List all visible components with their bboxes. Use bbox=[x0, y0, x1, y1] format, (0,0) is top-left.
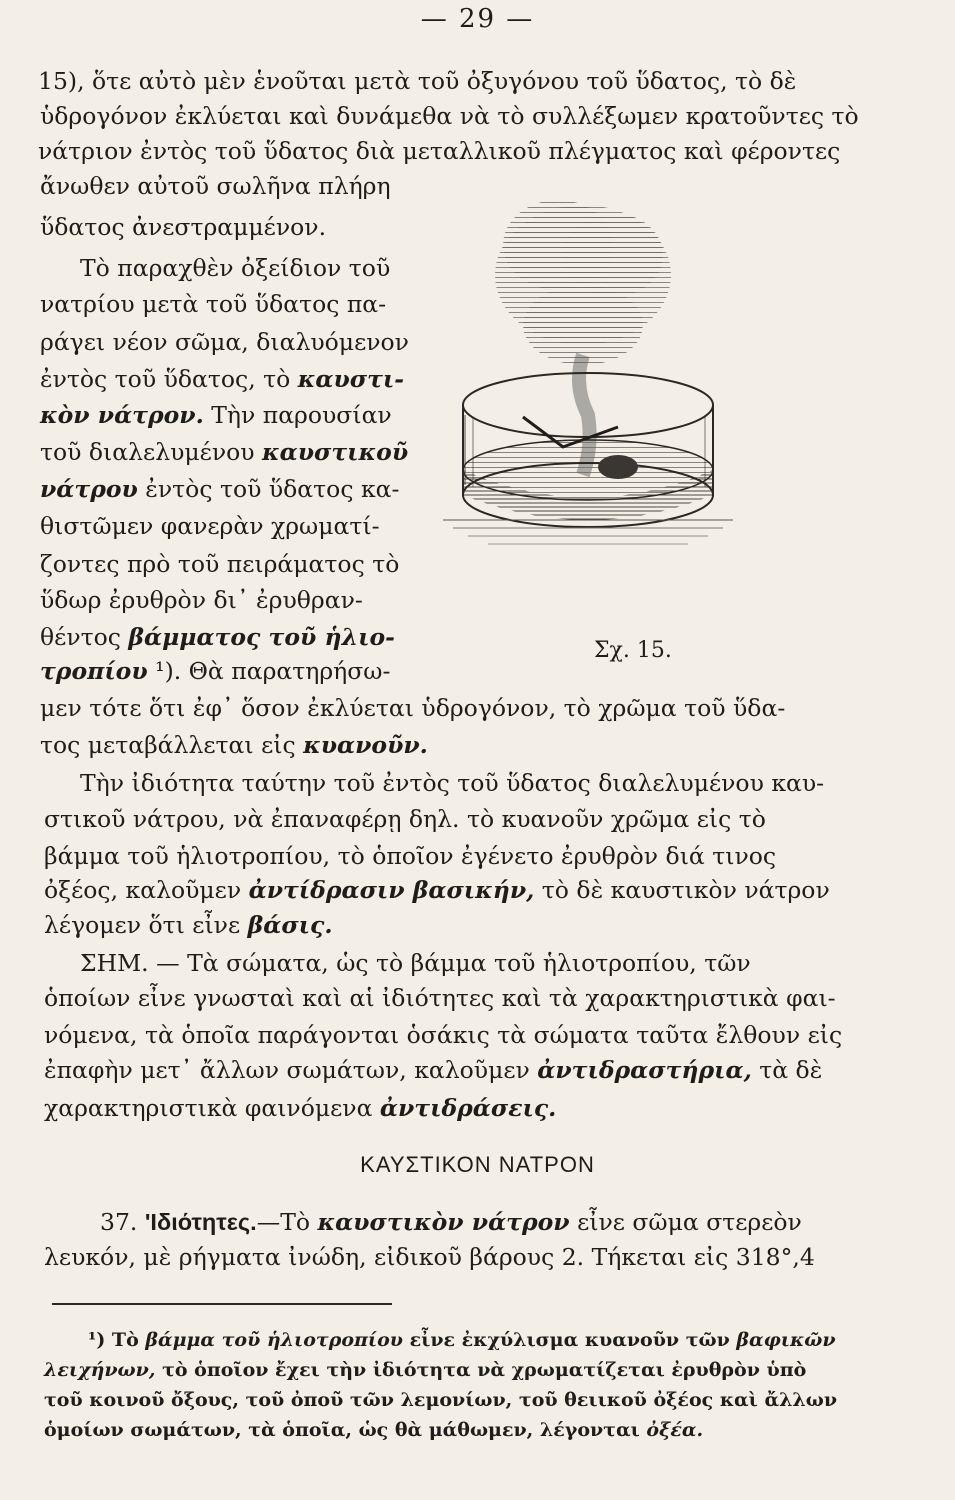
text-span: τὸ ὁποῖον ἔχει τὴν ἰδιότητα νὰ χρωματίζεται ἐρυθρὸν ὑπὸ bbox=[155, 1359, 807, 1381]
text-span: Τὴν παρουσίαν bbox=[203, 401, 392, 429]
text-span: ἄνωθεν αὐτοῦ σωλῆνα πλήρη bbox=[40, 172, 391, 200]
text-line bbox=[40, 437, 408, 467]
text-span: λέγομεν ὅτι εἶνε bbox=[44, 911, 248, 939]
text-line bbox=[80, 768, 824, 798]
text-span: ζοντες πρὸ τοῦ πειράματος τὸ bbox=[40, 550, 400, 578]
text-line bbox=[44, 804, 766, 834]
text-span: ἀντιδράσεις. bbox=[379, 1094, 557, 1122]
text-line bbox=[44, 1020, 842, 1050]
text-line bbox=[100, 1207, 802, 1237]
text-span: ὕδατος ἀνεστραμμένον. bbox=[40, 213, 327, 241]
text-span: θέντος bbox=[40, 623, 129, 651]
text-line bbox=[44, 983, 836, 1013]
text-line bbox=[44, 1055, 822, 1085]
text-span: ἀντιδραστήρια, bbox=[537, 1056, 752, 1084]
text-span: ὀξέος, καλοῦμεν bbox=[44, 876, 249, 904]
text-line bbox=[40, 212, 326, 242]
text-line bbox=[88, 1328, 836, 1352]
text-span: νάτρου bbox=[40, 475, 138, 503]
text-span: βάσις. bbox=[247, 911, 333, 939]
figure-sodium-in-water bbox=[443, 185, 733, 615]
text-line bbox=[40, 656, 390, 686]
text-span: στικοῦ νάτρου, νὰ ἐπαναφέρῃ δηλ. τὸ κυανοῦν χρῶμα εἰς τὸ bbox=[44, 805, 766, 833]
text-span: ὁμοίων σωμάτων, τὰ ὁποῖα, ὡς θὰ μάθωμεν, λέγονται bbox=[44, 1419, 647, 1441]
text-span: βάμματος τοῦ ἡλιο- bbox=[128, 623, 395, 651]
text-line bbox=[44, 1093, 556, 1123]
sodium-piece bbox=[598, 455, 638, 479]
text-span: τοῦ διαλελυμένου bbox=[40, 438, 263, 466]
text-span: λειχήνων, bbox=[44, 1359, 156, 1381]
text-span: ἐντὸς τοῦ ὕδατος κα- bbox=[137, 475, 400, 503]
text-line bbox=[40, 474, 399, 504]
text-span: 37. bbox=[100, 1208, 145, 1236]
text-span: νατρίου μετὰ τοῦ ὕδατος πα- bbox=[40, 290, 387, 318]
text-line bbox=[40, 171, 391, 201]
text-span: καυστικοῦ bbox=[262, 438, 409, 466]
text-span: ὀξέα. bbox=[646, 1419, 704, 1441]
text-line bbox=[38, 136, 840, 166]
text-span: βάμμα τοῦ ἡλιοτροπίου bbox=[145, 1329, 403, 1351]
text-span: βάμμα τοῦ ἡλιοτροπίου, τὸ ὁποῖον ἐγένετο ἐρυθρὸν διά τινος bbox=[44, 842, 777, 870]
text-line bbox=[44, 1358, 806, 1382]
text-span: ΣΗΜ. — Τὰ σώματα, ὡς τὸ βάμμα τοῦ ἡλιοτροπίου, τῶν bbox=[80, 949, 751, 977]
text-span: τοῦ κοινοῦ ὄξους, τοῦ ὀποῦ τῶν λεμονίων, τοῦ θειικοῦ ὀξέος καὶ ἄλλων bbox=[44, 1389, 838, 1411]
text-span: βαφικῶν bbox=[736, 1329, 836, 1351]
text-line bbox=[44, 1418, 703, 1442]
text-span: κὸν νάτρον. bbox=[40, 401, 204, 429]
text-line bbox=[40, 549, 399, 579]
text-span: καυστι- bbox=[297, 365, 405, 393]
text-line bbox=[40, 400, 392, 430]
text-span: θιστῶμεν φανερὰν χρωματί- bbox=[40, 512, 380, 540]
text-span: τὸ δὲ καυστικὸν νάτρον bbox=[534, 876, 830, 904]
text-span: νόμενα, τὰ ὁποῖα παράγονται ὁσάκις τὰ σώματα ταῦτα ἔλθουν εἰς bbox=[44, 1021, 843, 1049]
text-span: τὰ δὲ bbox=[751, 1056, 823, 1084]
text-span: εἶνε ἐκχύλισμα κυανοῦν τῶν bbox=[402, 1329, 737, 1351]
text-line bbox=[44, 1388, 837, 1412]
text-line bbox=[44, 1242, 815, 1272]
text-line bbox=[80, 948, 751, 978]
text-line bbox=[40, 622, 395, 652]
text-line bbox=[80, 253, 390, 283]
text-line bbox=[44, 875, 830, 905]
text-line bbox=[44, 910, 333, 940]
text-line bbox=[40, 511, 380, 541]
text-span: καυστικὸν νάτρον bbox=[317, 1208, 570, 1236]
text-span: Τὸ παραχθὲν ὀξείδιον τοῦ bbox=[80, 254, 391, 282]
text-span: Τὴν ἰδιότητα ταύτην τοῦ ἐντὸς τοῦ ὕδατος διαλελυμένου καυ- bbox=[80, 769, 825, 797]
text-span: κυανοῦν. bbox=[303, 731, 428, 759]
text-span: τος μεταβάλλεται εἰς bbox=[40, 731, 304, 759]
footnote-rule bbox=[52, 1303, 392, 1305]
text-span: ἐπαφὴν μετ᾿ ἄλλων σωμάτων, καλοῦμεν bbox=[44, 1056, 538, 1084]
text-line bbox=[40, 101, 859, 131]
text-line bbox=[40, 693, 785, 723]
table-surface bbox=[443, 520, 733, 544]
text-span: μεν τότε ὅτι ἐφ᾿ ὅσον ἐκλύεται ὑδρογόνον, τὸ χρῶμα τοῦ ὕδα- bbox=[40, 694, 786, 722]
text-line bbox=[40, 289, 386, 319]
text-span: —Τὸ bbox=[256, 1208, 318, 1236]
text-span: εἶνε σῶμα στερεὸν bbox=[569, 1208, 802, 1236]
text-line bbox=[40, 585, 363, 615]
text-span: 'Ιδιότητες. bbox=[144, 1209, 257, 1235]
text-span: τροπίου bbox=[40, 657, 148, 685]
text-span: ὁποίων εἶνε γνωσταὶ καὶ αἱ ἰδιότητες καὶ τὰ χαρακτηριστικὰ φαι- bbox=[44, 984, 836, 1012]
text-span: 15), ὅτε αὐτὸ μὲν ἑνοῦται μετὰ τοῦ ὀξυγόνου τοῦ ὕδατος, τὸ δὲ bbox=[38, 67, 797, 95]
page-number: — 29 — bbox=[420, 4, 535, 34]
text-span: ράγει νέον σῶμα, διαλυόμενον bbox=[40, 328, 409, 356]
text-span: ¹). Θὰ παρατηρήσω- bbox=[147, 657, 391, 685]
section-title: ΚΑΥΣΤΙΚΟΝ ΝΑΤΡΟΝ bbox=[360, 1152, 595, 1177]
figure-caption: Σχ. 15. bbox=[594, 638, 672, 663]
text-span: χαρακτηριστικὰ φαινόμενα bbox=[44, 1094, 380, 1122]
text-span: ¹) Τὸ bbox=[88, 1329, 146, 1351]
text-line bbox=[44, 841, 776, 871]
text-line bbox=[38, 66, 796, 96]
text-span: ἀντίδρασιν βασικήν, bbox=[248, 876, 535, 904]
text-line bbox=[40, 730, 428, 760]
text-line bbox=[40, 327, 409, 357]
text-span: ἐντὸς τοῦ ὕδατος, τὸ bbox=[40, 365, 298, 393]
text-span: ὕδωρ ἐρυθρὸν δι᾿ ἐρυθραν- bbox=[40, 586, 363, 614]
text-span: νάτριον ἐντὸς τοῦ ὕδατος διὰ μεταλλικοῦ πλέγματος καὶ φέροντες bbox=[38, 137, 841, 165]
text-line bbox=[40, 364, 404, 394]
text-span: λευκόν, μὲ ρήγματα ἰνώδη, εἰδικοῦ βάρους 2. Τήκεται εἰς 318°,4 bbox=[44, 1243, 815, 1271]
text-span: ὑδρογόνον ἐκλύεται καὶ δυνάμεθα νὰ τὸ συλλέξωμεν κρατοῦντες τὸ bbox=[40, 102, 859, 130]
